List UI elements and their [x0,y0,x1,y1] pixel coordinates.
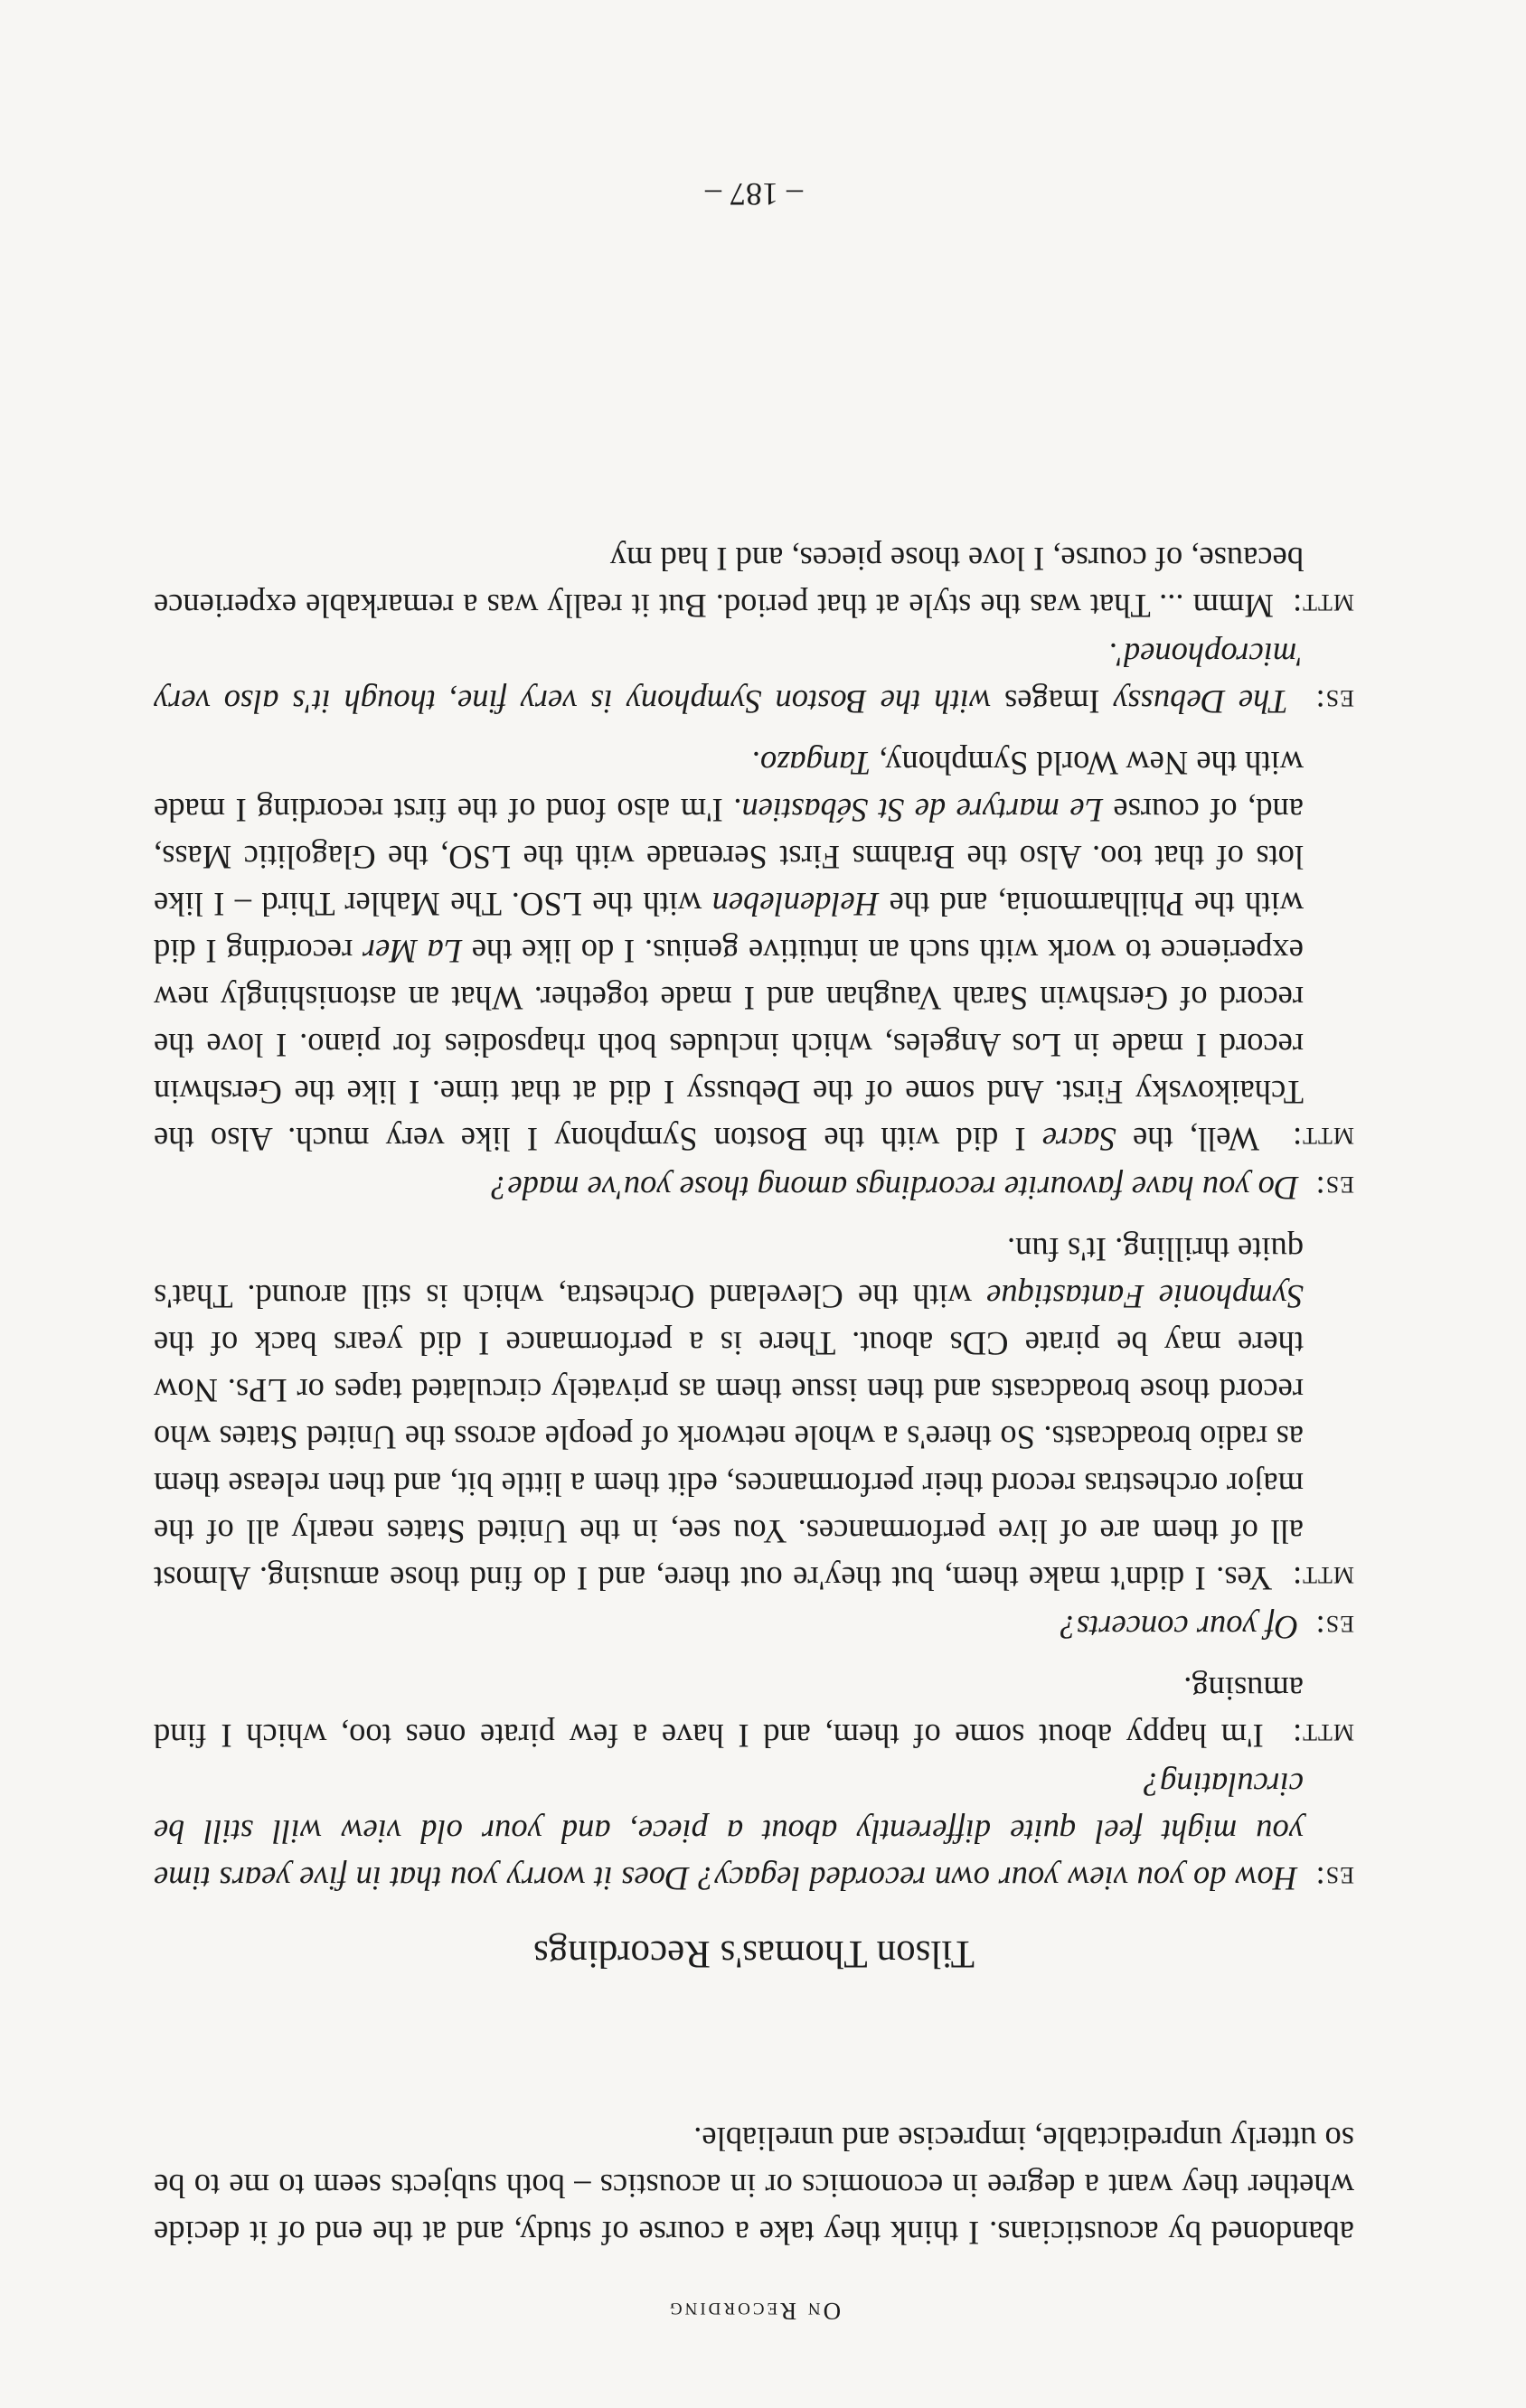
work-title: Images [991,683,1114,720]
speaker-label-es: es: [1314,1860,1354,1897]
answer-text-run: Yes. I didn't make them, but they're out there, and I do find those amusing. Almost all of them are of live performances. You see, in the United States nearly all of the major orchestras record their performances, edit them a little bit, and then release them as radio broadcasts. So there's a whole network of people across the United States who record those broadcasts and then issue them as privately circulated tapes or LPs. Now there may be pirate CDs about. There is a performance I did years back of the [154,1325,1304,1597]
question-text-run: The Debussy [1113,683,1288,720]
answer-text-run: recording I did with the Philharmonia, and the [154,886,1304,970]
page-number: – 187 – [705,176,803,212]
answer-text: I'm happy about some of them, and I have a few pirate ones too, which I find amusing. [153,1670,1304,1754]
answer-4 [154,535,1354,629]
answer-1 [154,1665,1354,1759]
speaker-label-mtt: mtt: [1291,1717,1354,1754]
question-text [154,636,1304,720]
answer-text-run: . I'm also fond of the first recording I made with the New World Symphony, [154,745,1304,829]
question-text: Do you have favourite recordings among those you've made? [491,1170,1299,1207]
interview-dialogue [154,533,1354,1902]
question-1 [154,1761,1354,1902]
answer-3 [154,739,1354,1162]
question-text-run: with the Boston Symphony is very fine, though it's also very 'microphoned'. [153,636,1304,720]
answer-text-run: Well, the [1116,1121,1260,1158]
question-4 [154,631,1354,725]
answer-text-run: I did with the Boston Symphony I like very much. Also the Tchaikovsky First. And some of the Debussy I did at that time. I like the Gershwin record I made in Los Angeles, which includes both rhapsodies for piano. I love the record of Gershwin Sarah Vaughan and I made together. What an astonishingly new experience to work with such an intuitive genius. I do like the [153,933,1304,1158]
work-title: Heldenleben [711,886,880,923]
answer-text-run: with the LSO. The Mahler Third – I like lots of that too. Also the Brahms First Serenade with the LSO, the Glagolitic Mass, and, of course [154,792,1304,923]
answer-text [154,1231,1304,1597]
answer-text-run: with the Cleveland Orchestra, which is still around. That's quite thrilling. It's fun. [154,1231,1304,1315]
work-title: Sacre [1041,1121,1116,1158]
section-title: Tilson Thomas's Recordings [533,1933,975,1975]
answer-text: Mmm ... That was the style at that period. But it really was a remarkable experience because, of course, I love those pieces, and I had my [154,541,1304,625]
speaker-label-mtt: mtt: [1291,1121,1354,1158]
answer-text-run: . [751,745,760,782]
work-title: Symphonie Fantastique [986,1278,1304,1315]
speaker-label-es: es: [1314,1609,1354,1646]
question-text: How do you view your own recorded legacy? Does it worry you that in five years time you might feel quite differently about a piece, and your old view will still be circulating? [154,1766,1304,1897]
question-text: Of your concerts? [1060,1609,1299,1646]
answer-text [154,745,1304,1158]
speaker-label-es: es: [1314,1170,1354,1207]
speaker-label-mtt: mtt: [1291,588,1354,625]
running-head: On Recording [666,2298,842,2325]
speaker-label-mtt: mtt: [1291,1560,1354,1597]
work-title: La Mer [362,933,463,970]
question-2 [154,1604,1354,1651]
question-3 [154,1164,1354,1211]
speaker-label-es: es: [1314,683,1354,720]
lead-paragraph: abandoned by acousticians. I think they take a course of study, and at the end of it decide whether they want a degree in economics or in acoustics – both subjects seem to me to be so utterly unpredictable, imprecise and unreliable. [154,2121,1354,2252]
work-title: Tangazo [759,745,871,782]
work-title: Le martyre de St Sébastien [741,792,1103,829]
answer-2 [154,1226,1354,1602]
